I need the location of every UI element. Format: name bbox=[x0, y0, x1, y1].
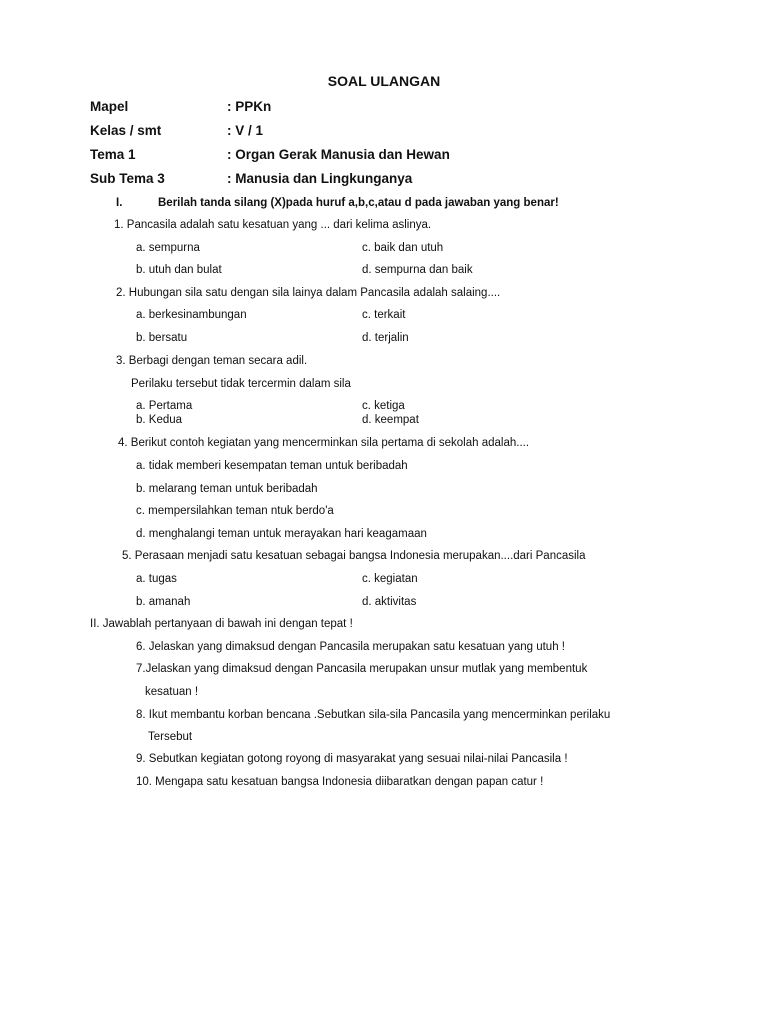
essay-question-7-continuation: kesatuan ! bbox=[145, 686, 199, 698]
subtema-value: : Manusia dan Lingkunganya bbox=[227, 171, 413, 186]
question-3-option-d: d. keempat bbox=[362, 414, 419, 426]
page-title: SOAL ULANGAN bbox=[327, 73, 441, 89]
question-5-option-a: a. tugas bbox=[136, 573, 177, 585]
essay-question-8: 8. Ikut membantu korban bencana .Sebutkan sila-sila Pancasila yang mencerminkan perilaku bbox=[136, 709, 611, 721]
question-2-option-a: a. berkesinambungan bbox=[136, 309, 247, 321]
kelas-label: Kelas / smt bbox=[90, 123, 162, 138]
question-4: 4. Berikut contoh kegiatan yang mencerminkan sila pertama di sekolah adalah.... bbox=[118, 437, 530, 449]
question-3-option-b: b. Kedua bbox=[136, 414, 183, 426]
mapel-value: : PPKn bbox=[227, 99, 272, 114]
question-5-option-c: c. kegiatan bbox=[362, 573, 418, 585]
question-3-option-c: c. ketiga bbox=[362, 400, 405, 412]
essay-question-10: 10. Mengapa satu kesatuan bangsa Indonesia diibaratkan dengan papan catur ! bbox=[136, 776, 544, 788]
question-1-option-c: c. baik dan utuh bbox=[362, 242, 444, 254]
section1-number: I. bbox=[116, 197, 123, 209]
subtema-label: Sub Tema 3 bbox=[90, 171, 165, 186]
question-2-option-b: b. bersatu bbox=[136, 332, 188, 344]
question-1-option-d: d. sempurna dan baik bbox=[362, 264, 473, 276]
essay-question-7: 7.Jelaskan yang dimaksud dengan Pancasila merupakan unsur mutlak yang membentuk bbox=[136, 663, 588, 675]
question-4-option-b: b. melarang teman untuk beribadah bbox=[136, 483, 318, 495]
question-2-option-c: c. terkait bbox=[362, 309, 406, 321]
question-5-option-d: d. aktivitas bbox=[362, 596, 417, 608]
section2-instruction: II. Jawablah pertanyaan di bawah ini dengan tepat ! bbox=[90, 618, 353, 630]
question-4-option-d: d. menghalangi teman untuk merayakan hari keagamaan bbox=[136, 528, 427, 540]
question-2: 2. Hubungan sila satu dengan sila lainya dalam Pancasila adalah salaing.... bbox=[116, 287, 501, 299]
question-1: 1. Pancasila adalah satu kesatuan yang ... dari kelima aslinya. bbox=[114, 219, 432, 231]
question-1-option-b: b. utuh dan bulat bbox=[136, 264, 222, 276]
question-3: 3. Berbagi dengan teman secara adil. bbox=[116, 355, 308, 367]
essay-question-9: 9. Sebutkan kegiatan gotong royong di masyarakat yang sesuai nilai-nilai Pancasila ! bbox=[136, 753, 568, 765]
mapel-label: Mapel bbox=[90, 99, 129, 114]
question-1-option-a: a. sempurna bbox=[136, 242, 200, 254]
section1-instruction: Berilah tanda silang (X)pada huruf a,b,c,atau d pada jawaban yang benar! bbox=[158, 197, 559, 209]
question-3-option-a: a. Pertama bbox=[136, 400, 193, 412]
question-2-option-d: d. terjalin bbox=[362, 332, 409, 344]
question-5: 5. Perasaan menjadi satu kesatuan sebagai bangsa Indonesia merupakan....dari Pancasila bbox=[122, 550, 586, 562]
kelas-value: : V / 1 bbox=[227, 123, 264, 138]
tema-value: : Organ Gerak Manusia dan Hewan bbox=[227, 147, 450, 162]
essay-question-8-continuation: Tersebut bbox=[148, 731, 193, 743]
question-4-option-a: a. tidak memberi kesempatan teman untuk beribadah bbox=[136, 460, 408, 472]
question-5-option-b: b. amanah bbox=[136, 596, 191, 608]
question-3-continuation: Perilaku tersebut tidak tercermin dalam sila bbox=[131, 378, 351, 390]
essay-question-6: 6. Jelaskan yang dimaksud dengan Pancasila merupakan satu kesatuan yang utuh ! bbox=[136, 641, 565, 653]
question-4-option-c: c. mempersilahkan teman ntuk berdo'a bbox=[136, 505, 334, 517]
tema-label: Tema 1 bbox=[90, 147, 136, 162]
